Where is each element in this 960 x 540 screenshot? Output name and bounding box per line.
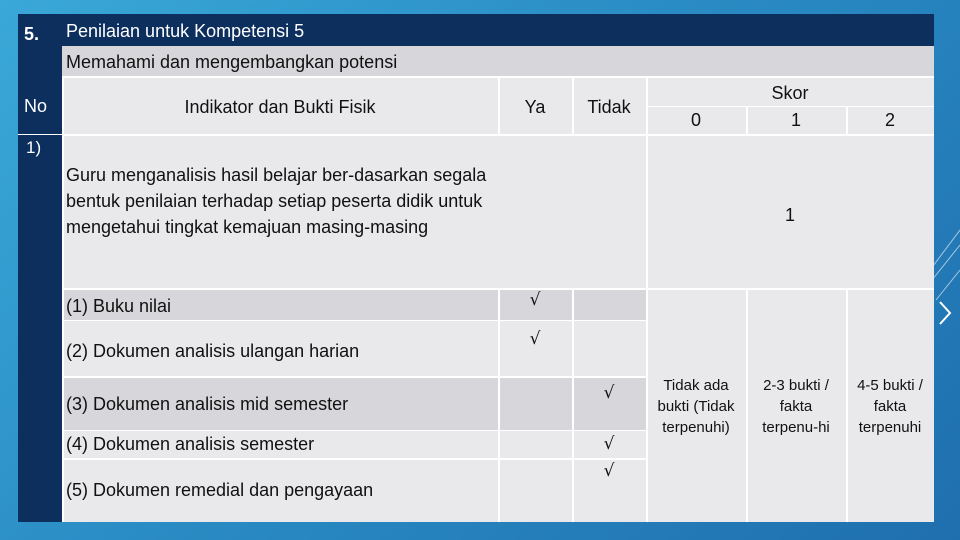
grid-v2 <box>498 76 500 134</box>
grid-h7 <box>62 430 646 431</box>
row-ya-tidak-area <box>498 134 646 288</box>
evidence-ya-2: √ <box>498 320 572 376</box>
evidence-tidak-1 <box>572 290 646 320</box>
score-note-1: 2-3 bukti / fakta terpenu-hi <box>746 290 846 522</box>
row-number: 1) <box>26 138 42 157</box>
row-score: 1 <box>646 134 934 288</box>
evidence-label-3: (3) Dokumen analisis mid semester <box>62 378 498 430</box>
skor-2: 2 <box>846 106 934 134</box>
grid-v7 <box>746 106 748 134</box>
grid-h2 <box>646 106 934 107</box>
evidence-tidak-5: √ <box>572 460 646 522</box>
evidence-label-4: (4) Dokumen analisis semester <box>62 430 498 458</box>
grid-h6 <box>62 376 646 378</box>
score-note-2: 4-5 bukti / fakta terpenuhi <box>846 290 934 522</box>
skor-1: 1 <box>746 106 846 134</box>
header-number: 5. <box>18 14 62 46</box>
evidence-ya-1: √ <box>498 290 572 320</box>
row-number-divider <box>18 134 62 135</box>
grid-v1 <box>62 76 64 522</box>
score-note-0: Tidak ada bukti (Tidak terpenuhi) <box>646 290 746 522</box>
column-skor: Skor <box>646 76 934 106</box>
evidence-label-2: (2) Dokumen analisis ulangan harian <box>62 320 498 376</box>
column-ya: Ya <box>498 76 572 134</box>
row-description: Guru menganalisis hasil belajar ber-dasarkan segala bentuk penilaian terhadap setiap peserta didik untuk mengetahui tingkat kemajuan masing-masing <box>62 134 498 288</box>
evidence-label-1: (1) Buku nilai <box>62 290 498 320</box>
skor-0: 0 <box>646 106 746 134</box>
grid-v6 <box>646 76 648 522</box>
header-subtitle: Memahami dan mengembangkan potensi <box>62 46 934 76</box>
grid-h1 <box>62 76 934 78</box>
header-title: Penilaian untuk Kompetensi 5 <box>62 14 934 46</box>
evidence-label-5: (5) Dokumen remedial dan pengayaan <box>62 460 498 522</box>
grid-h4 <box>62 288 934 290</box>
grid-h3 <box>62 134 934 136</box>
evidence-tidak-3: √ <box>572 378 646 430</box>
column-tidak: Tidak <box>572 76 646 134</box>
grid-v5 <box>572 288 574 522</box>
evidence-tidak-2 <box>572 320 646 376</box>
evidence-ya-4 <box>498 430 572 458</box>
assessment-table <box>18 14 934 522</box>
grid-v3 <box>498 288 500 522</box>
evidence-ya-3 <box>498 378 572 430</box>
column-indicator: Indikator dan Bukti Fisik <box>62 76 498 134</box>
evidence-tidak-4: √ <box>572 430 646 458</box>
grid-v8 <box>746 288 748 522</box>
grid-h8 <box>62 458 646 460</box>
column-no: No <box>24 96 48 116</box>
grid-v4 <box>572 76 574 134</box>
grid-v9 <box>846 106 848 134</box>
next-arrow-icon <box>940 302 950 324</box>
grid-h5 <box>62 320 646 321</box>
grid-v10 <box>846 288 848 522</box>
evidence-ya-5 <box>498 460 572 522</box>
